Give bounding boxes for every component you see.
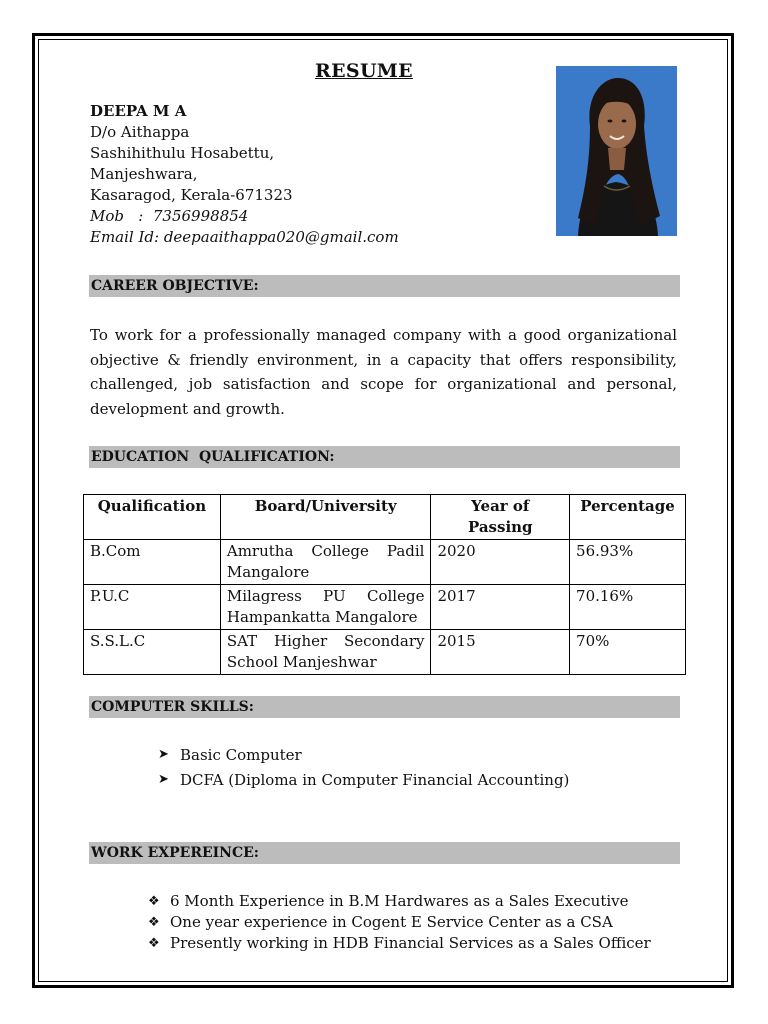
table-cell: 2017 (431, 585, 570, 630)
arrowhead-bullet-icon: ➤ (158, 771, 169, 787)
list-item (158, 768, 569, 793)
table-cell: S.S.L.C (84, 630, 221, 675)
career-objective-text: To work for a professionally managed company with a good organizational objective & friendly environment, in a capacity that offers responsibility, challenged, job satisfaction and scope for organizational and personal, development and growth. (90, 326, 677, 418)
mobile-number: Mob : 7356998854 (90, 207, 249, 225)
list-item (158, 743, 569, 768)
table-cell: B.Com (84, 540, 221, 585)
list-item-text: Basic Computer (180, 746, 302, 764)
table-cell: 70% (570, 630, 686, 675)
email-address: Email Id: deepaaithappa020@gmail.com (90, 228, 399, 246)
candidate-name: DEEPA M A (90, 102, 187, 120)
contact-line: Sashihithulu Hosabettu, (90, 144, 275, 162)
portrait-illustration (556, 66, 677, 236)
contact-line: Manjeshwara, (90, 165, 198, 183)
list-item (148, 933, 651, 954)
table-cell: 70.16% (570, 585, 686, 630)
computer-skills-heading: COMPUTER SKILLS: (89, 696, 680, 718)
table-row (84, 630, 686, 675)
work-experience-list (148, 891, 651, 954)
column-header: Year of Passing (431, 495, 570, 540)
table-row (84, 585, 686, 630)
career-objective-heading: CAREER OBJECTIVE: (89, 275, 680, 297)
table-header-row (84, 495, 686, 540)
resume-title: RESUME (315, 60, 413, 82)
column-header: Board/University (220, 495, 431, 540)
table-cell: SAT Higher Secondary School Manjeshwar (220, 630, 431, 675)
list-item (148, 891, 651, 912)
list-item (148, 912, 651, 933)
education-heading: EDUCATION QUALIFICATION: (89, 446, 680, 468)
diamond-bullet-icon: ❖ (148, 936, 160, 951)
list-item-text: Presently working in HDB Financial Services as a Sales Officer (170, 934, 651, 952)
table-cell: Amrutha College Padil Mangalore (220, 540, 431, 585)
table-cell: 2020 (431, 540, 570, 585)
column-header: Percentage (570, 495, 686, 540)
diamond-bullet-icon: ❖ (148, 894, 160, 909)
contact-line: D/o Aithappa (90, 123, 190, 141)
contact-block (90, 101, 399, 248)
profile-photo (556, 66, 677, 236)
computer-skills-list (158, 743, 569, 792)
work-experience-heading: WORK EXPEREINCE: (89, 842, 680, 864)
table-cell: 2015 (431, 630, 570, 675)
table-row (84, 540, 686, 585)
diamond-bullet-icon: ❖ (148, 915, 160, 930)
education-table (83, 494, 686, 675)
table-cell: P.U.C (84, 585, 221, 630)
arrowhead-bullet-icon: ➤ (158, 747, 169, 762)
list-item-text: 6 Month Experience in B.M Hardwares as a Sales Executive (170, 892, 629, 910)
table-cell: Milagress PU College Hampankatta Mangalore (220, 585, 431, 630)
contact-line: Kasaragod, Kerala-671323 (90, 186, 293, 204)
list-item-text: One year experience in Cogent E Service Center as a CSA (170, 913, 613, 931)
table-cell: 56.93% (570, 540, 686, 585)
column-header: Qualification (84, 495, 221, 540)
list-item-text: DCFA (Diploma in Computer Financial Accounting) (180, 770, 570, 789)
